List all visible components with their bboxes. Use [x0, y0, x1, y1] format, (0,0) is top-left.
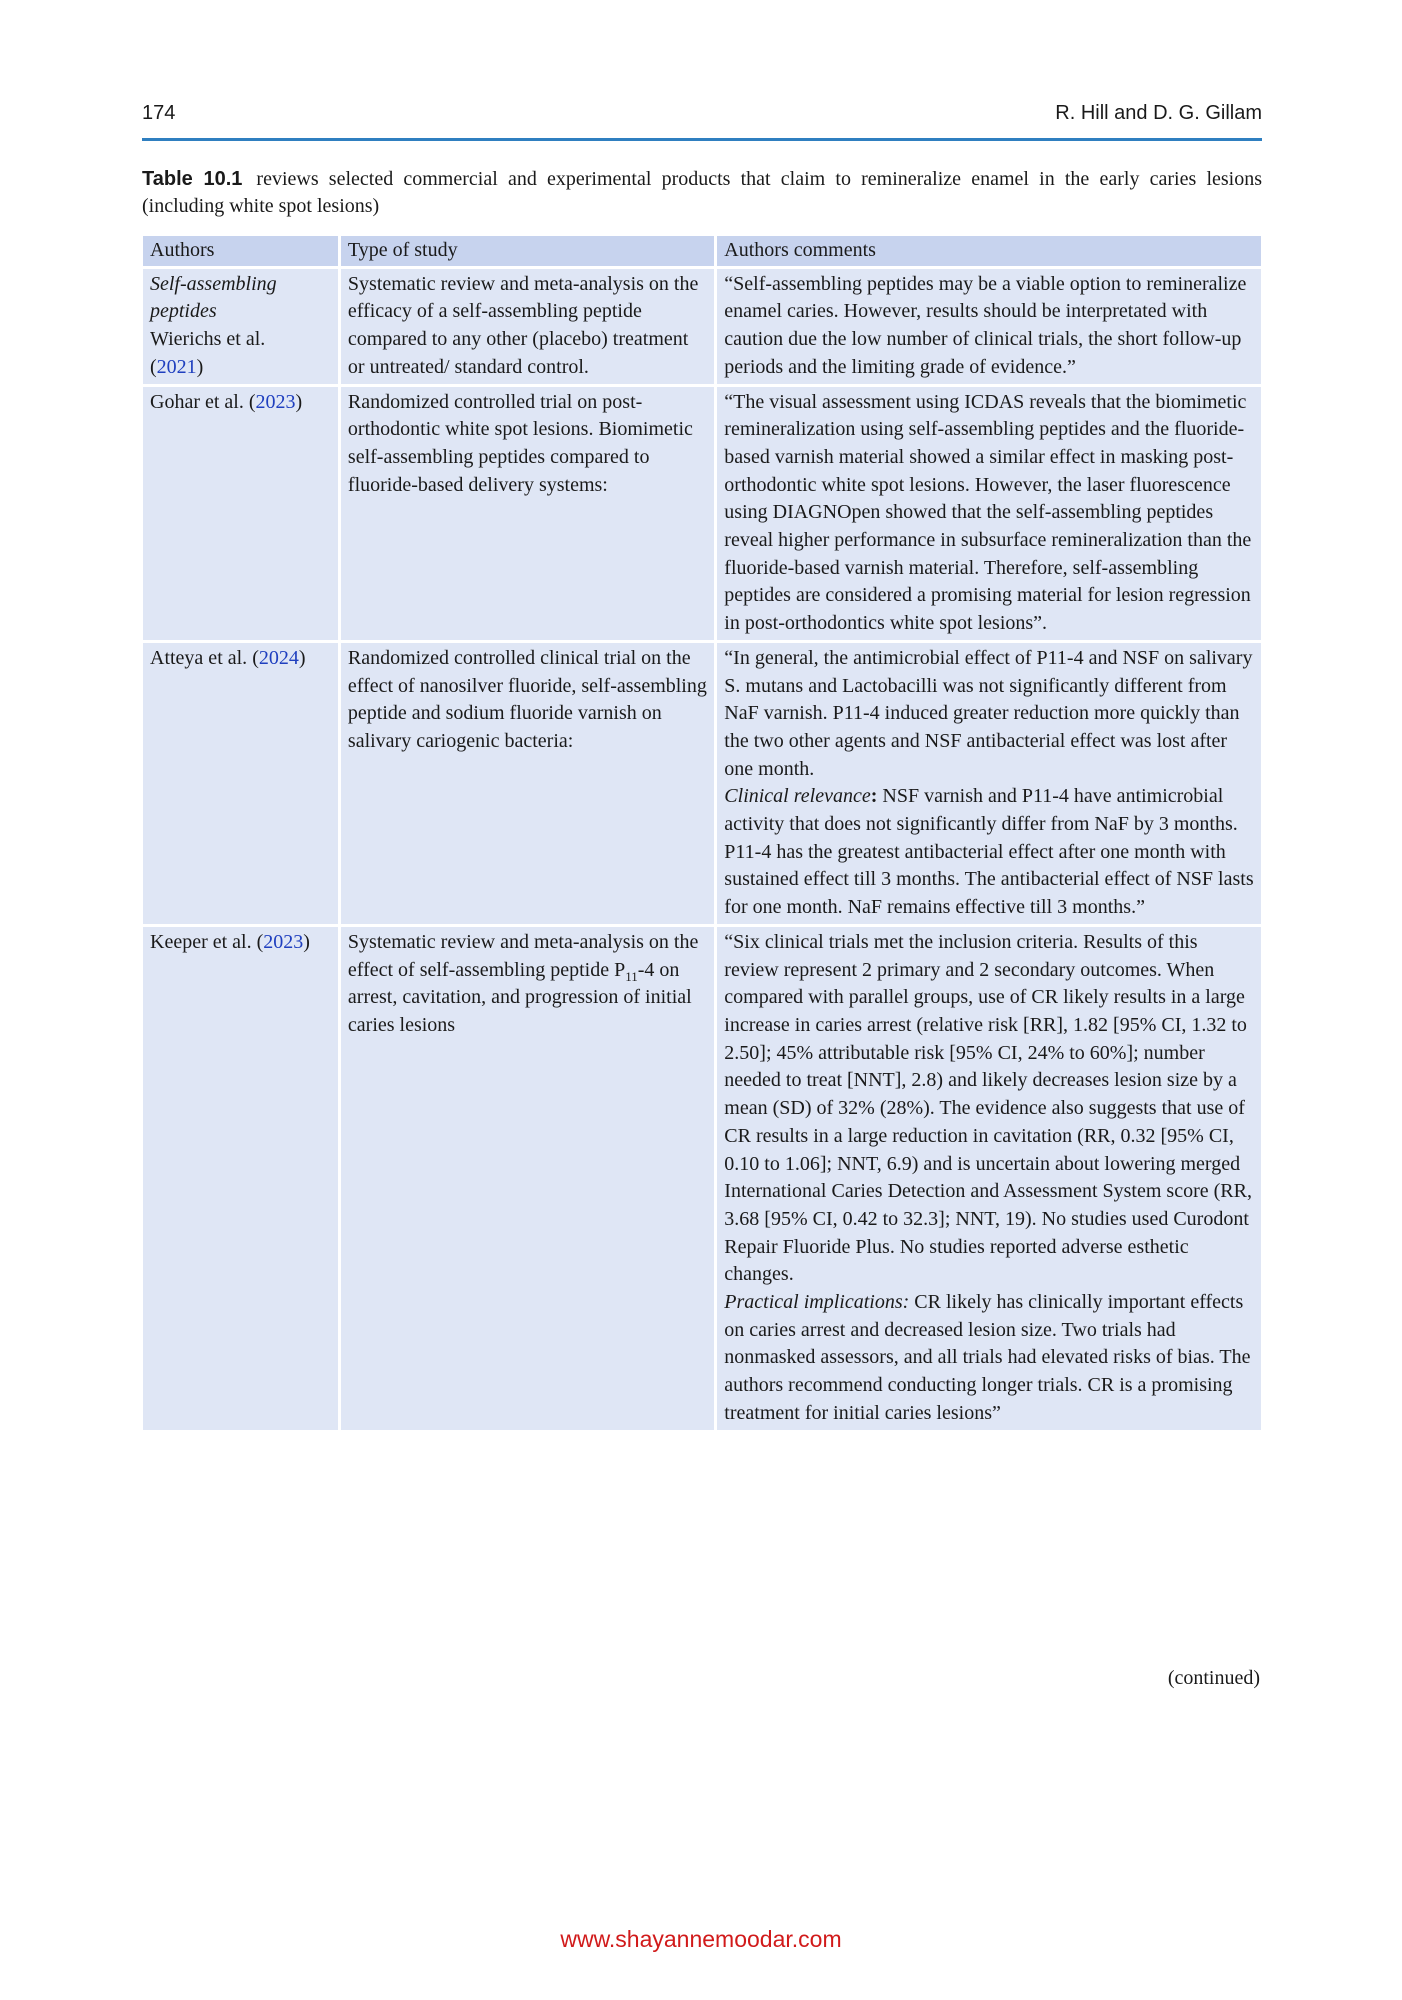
author-name: Gohar et al.: [150, 390, 244, 413]
citation-year-link[interactable]: 2021: [156, 355, 197, 378]
author-name: Keeper et al.: [150, 930, 252, 953]
comment-subheading: Clinical relevance: [724, 785, 871, 808]
table-row: [143, 387, 1261, 640]
type-cell: Randomized controlled clinical trial on the effect of nanosilver fluoride, self-assembling peptide and sodium fluoride varnish on salivary cariogenic bacteria:: [341, 643, 714, 924]
footer-url[interactable]: www.shayannemoodar.com: [560, 1926, 842, 1952]
type-text-continued: -4 on arrest, cavitation, and progression of initial caries lesions: [347, 958, 692, 1036]
type-cell: Systematic review and meta-analysis on the efficacy of a self-assembling peptide compared to any other (placebo) treatment or untreated/ standard control.: [341, 269, 714, 384]
page-number: 174: [142, 102, 176, 124]
author-name: Wierichs et al.: [150, 328, 266, 351]
comment-cell: “The visual assessment using ICDAS reveals that the biomimetic remineralization using self-assembling peptides and the fluoride-based varnish material showed a similar effect in masking post-orthodontic white spot lesions. However, the laser fluorescence using DIAGNOpen showed that the self-assembling peptides reveal higher performance in subsurface remineralization than the fluoride-based varnish material. Therefore, self-assembling peptides are considered a promising material for lesion regression in post-orthodontics white spot lesions”.: [717, 387, 1261, 640]
table-row: [143, 269, 1261, 384]
type-cell: Randomized controlled trial on post-orthodontic white spot lesions. Biomimetic self-assembling peptides compared to fluoride-based delivery systems:: [341, 387, 714, 640]
table-caption: [142, 166, 1262, 220]
type-cell: [341, 927, 714, 1430]
table-header-row: [143, 236, 1261, 266]
type-text: Systematic review and meta-analysis on the effect of self-assembling peptide P: [347, 930, 699, 981]
authors-cell: Keeper et al. (2023): [143, 927, 338, 1430]
comment-text-continued: NSF varnish and P11-4 have antimicrobial activity that does not significantly differ from NaF by 3 months. P11-4 has the greatest antibacterial effect after one month with sustained effect till 3 months. The antibacterial effect of NSF lasts for one month. NaF remains effective till 3 months.”: [724, 785, 1254, 919]
authors-cell: Gohar et al. (2023): [143, 387, 338, 640]
table-row: [143, 927, 1261, 1430]
citation-year-link[interactable]: 2023: [255, 390, 296, 413]
authors-cell: Self-assembling peptides Wierichs et al. (2021): [143, 269, 338, 384]
comment-cell: “Self-assembling peptides may be a viable option to remineralize enamel caries. However, results should be interpretated with caution due the low number of clinical trials, the short follow-up periods and the limiting grade of evidence.”: [717, 269, 1261, 384]
comment-subheading: Practical implications:: [724, 1291, 910, 1314]
table-row: [143, 643, 1261, 924]
comment-cell: [717, 643, 1261, 924]
author-name: Atteya et al.: [150, 646, 248, 669]
header-type-of-study: Type of study: [341, 236, 714, 266]
table-label: Table 10.1: [142, 168, 243, 190]
authors-cell: Atteya et al. (2024): [143, 643, 338, 924]
comment-cell: [717, 927, 1261, 1430]
comment-text: “Six clinical trials met the inclusion criteria. Results of this review represent 2 primary and 2 secondary outcomes. When compared with parallel groups, use of CR likely results in a large increase in caries arrest (relative risk [RR], 1.82 [95% CI, 1.32 to 2.50]; 45% attributable risk [95% CI, 24% to 60%]; number needed to treat [NNT], 2.8) and likely decreases lesion size by a mean (SD) of 32% (28%). The evidence also suggests that use of CR results in a large reduction in cavitation (RR, 0.32 [95% CI, 0.10 to 1.06]; NNT, 6.9) and is uncertain about lowering merged International Caries Detection and Assessment System score (RR, 3.68 [95% CI, 0.42 to 32.3]; NNT, 19). No studies used Curodont Repair Fluoride Plus. No studies reported adverse esthetic changes.: [724, 930, 1252, 1286]
citation-year-link[interactable]: 2023: [263, 930, 304, 953]
caption-text: reviews selected commercial and experimental products that claim to remineralize enamel in the early caries lesions (including white spot lesions): [142, 168, 1262, 217]
comment-text: “In general, the antimicrobial effect of P11-4 and NSF on salivary S. mutans and Lactobacilli was not significantly different from NaF varnish. P11-4 induced greater reduction more quickly than the two other agents and NSF antibacterial effect was lost after one month.: [724, 646, 1253, 780]
continued-note: (continued): [1167, 1667, 1260, 1689]
header-authors-comments: Authors comments: [717, 236, 1261, 266]
comment-text-continued: CR likely has clinically important effects on caries arrest and decreased lesion size. Two trials had nonmasked assessors, and all trials had elevated risks of bias. The authors recommend conducting longer trials. CR is a promising treatment for initial caries lesions”: [724, 1291, 1251, 1424]
author-topic: Self-assembling peptides: [150, 272, 277, 323]
page-header: [142, 98, 1262, 141]
subscript: 11: [625, 968, 638, 984]
studies-table: [140, 233, 1264, 1433]
comment-subheading-colon: :: [870, 785, 878, 808]
header-authors: Authors: [143, 236, 338, 266]
running-head: R. Hill and D. G. Gillam: [1055, 102, 1262, 124]
citation-year-link[interactable]: 2024: [258, 646, 299, 669]
